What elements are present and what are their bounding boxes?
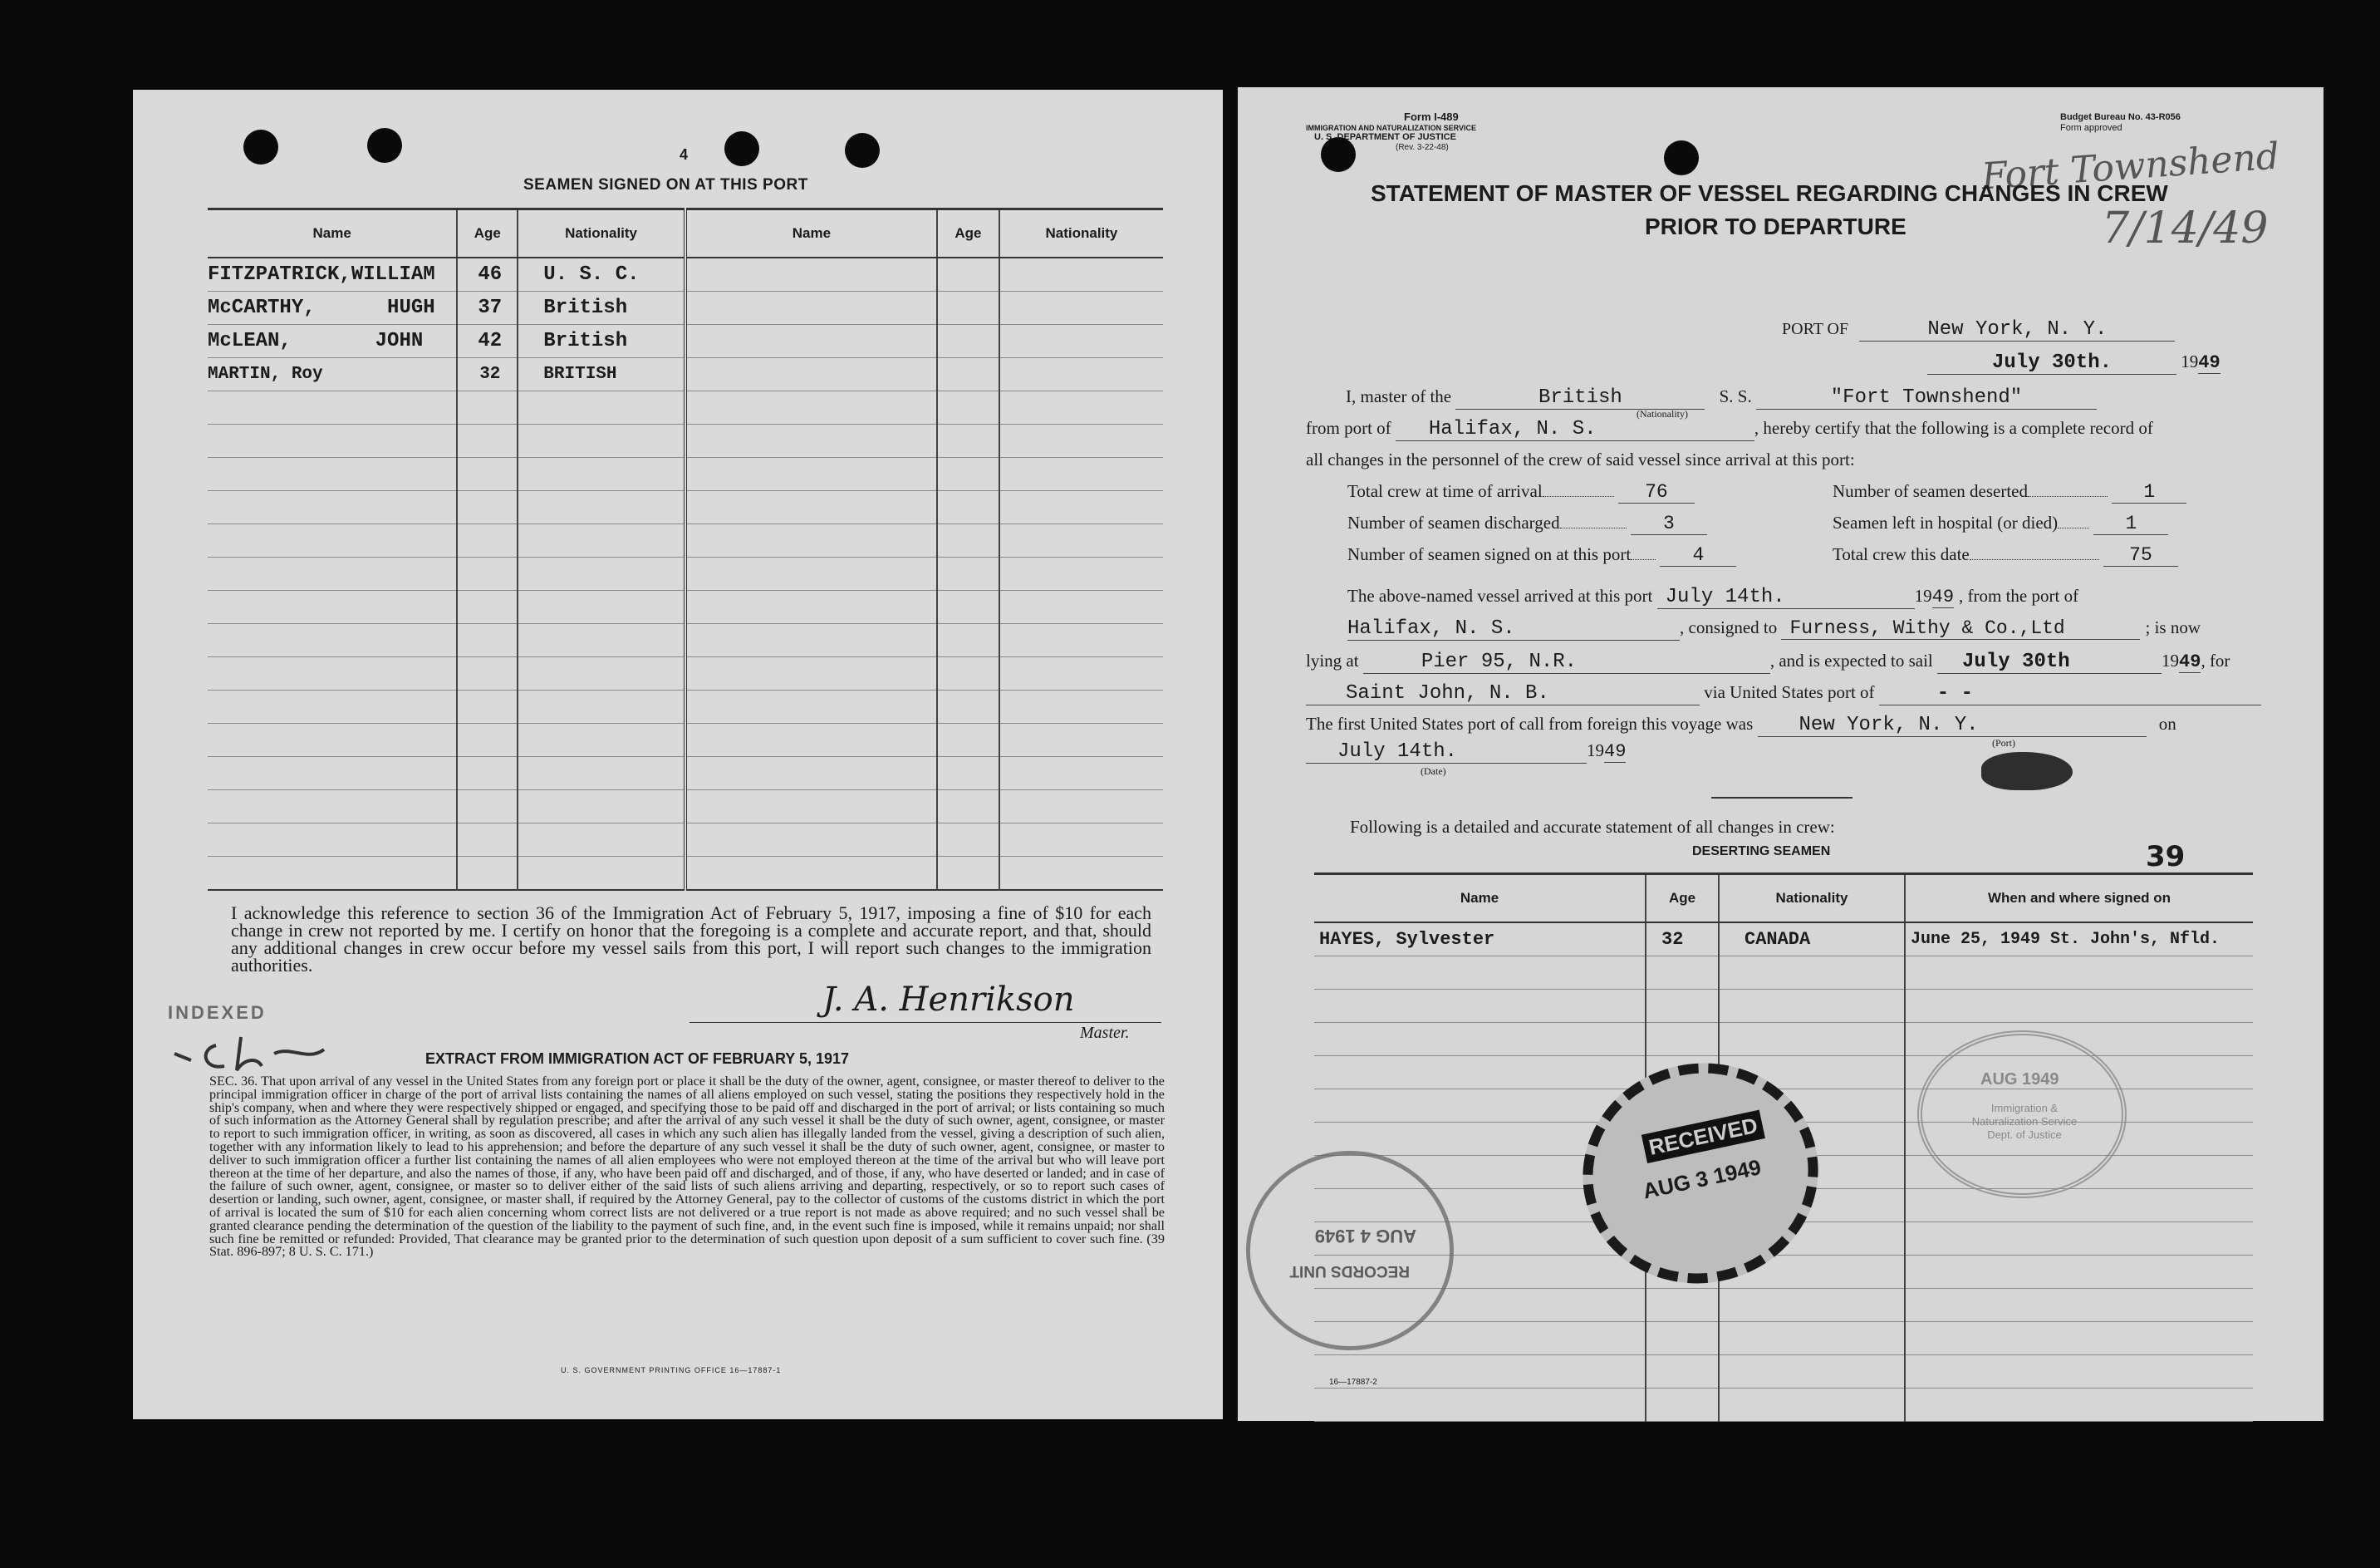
master-of-label: I, master of the (1346, 386, 1452, 406)
table-row (1314, 1322, 2253, 1355)
on-label: on (2158, 714, 2176, 734)
arrived-label: The above-named vessel arrived at this port (1347, 586, 1653, 606)
port-of-label: PORT OF (1782, 320, 1849, 338)
table-row (1314, 1023, 2253, 1056)
printing-office-footer: U. S. GOVERNMENT PRINTING OFFICE 16—17887-1 (561, 1366, 782, 1374)
count-value: 3 (1662, 513, 1675, 534)
deserter-signed-on: June 25, 1949 St. John's, Nfld. (1905, 922, 2253, 956)
year-value: 49 (2198, 352, 2221, 373)
count-label: Number of seamen deserted (1833, 481, 2028, 501)
date-row (1927, 351, 2221, 375)
expected-value: July 30th (1962, 651, 2070, 673)
signature-line (689, 1022, 1161, 1023)
count-label: Total crew at time of arrival (1347, 481, 1543, 501)
punch-hole (243, 130, 278, 165)
right-page (1238, 87, 2324, 1421)
column-header: Name (685, 209, 937, 258)
section-title: SEAMEN SIGNED ON AT THIS PORT (523, 176, 808, 194)
port-of-row (1782, 318, 2175, 342)
table-row (1314, 956, 2253, 990)
table-row (208, 391, 1163, 425)
table-row (208, 591, 1163, 624)
seaman-nationality: British (518, 292, 685, 325)
date-caption: (Date) (1421, 765, 1446, 777)
table-row (1314, 1289, 2253, 1322)
count-label: Number of seamen discharged (1347, 513, 1560, 533)
seaman-name: McCARTHY, HUGH (208, 292, 457, 325)
first-port-date: July 14th. (1337, 740, 1458, 763)
consigned-to-label: , consigned to (1680, 617, 1778, 637)
count-row (1347, 544, 1736, 567)
arrived-row (1347, 586, 2078, 609)
table-row (208, 425, 1163, 458)
table-row (208, 790, 1163, 823)
is-now-label: ; is now (2145, 617, 2201, 637)
table-row (208, 724, 1163, 757)
count-row (1347, 481, 1695, 504)
table-row (208, 558, 1163, 591)
via-value: - - (1936, 682, 1974, 705)
seaman-age: 46 (457, 258, 518, 292)
column-header: Name (1314, 874, 1646, 923)
table-row (208, 258, 1163, 292)
table-row (208, 624, 1163, 657)
arrived-value: July 14th. (1665, 586, 1785, 608)
punch-hole (1321, 137, 1356, 172)
table-row (208, 458, 1163, 491)
extract-text: SEC. 36. That upon arrival of any vessel in the United States from any foreign port or place it shall be the duty of the owner, agent, consignee, or master thereof to deliver to the principal immigration officer in charge of the port of arrival lists containing the names of all aliens employed on such vessel, stating the positions they respectively hold in the ship's company, when and where they were respectively shipped or engaged, and specifying those to be paid off and discharged in the port of arrival; or lists containing so much of such information as the Attorney General shall by regulation prescribe; and after the arrival of any such vessel it shall be the duty of such owner, agent, consignee, or master to report to such immigration officer, in writing, as soon as discovered, all cases in which any such alien has illegally landed from the vessel, giving a description of such alien, together with any information likely to lead to his apprehension; and before the departure of any such vessel it shall be the duty of such owner, agent, consignee, or master to deliver to such immigration officer a further list containing the names of all alien employees who were not employed thereon at the time of the arrival but who will leave port thereon at the time of her departure, and also the names of those, if any, who have been paid off and discharged, and of those, if any, who have deserted or landed; and in case of the failure of such owner, agent, consignee, or master so to deliver either of the said lists of such aliens arriving and departing, respectively, or so to report such cases of desertion or landing, such owner, agent, consignee, or master shall, if required by the Attorney General, pay to the collector of customs of the customs district in which the port of arrival is located the sum of $10 for each alien concerning whom correct lists are not delivered or a true report is not made as above required; and no such vessel shall be granted clearance pending the determination of the question of the liability to the payment of such fine, and, in the event such fine is imposed, while it remains unpaid; nor shall such fine be remitted or refunded: Provided, That clearance may be granted prior to the determination of such question upon deposit of a sum sufficient to cover such fine. (39 Stat. 896-897; 8 U. S. C. 171.) (209, 1074, 1165, 1260)
for-label: , for (2201, 651, 2230, 671)
punch-hole (1664, 140, 1699, 175)
deserter-age: 32 (1646, 922, 1719, 956)
certify-text-2: all changes in the personnel of the crew of said vessel since arrival at this port: (1306, 450, 1855, 469)
nationality-caption: (Nationality) (1637, 408, 1688, 420)
destination-value: Saint John, N. B. (1346, 682, 1549, 705)
seaman-nationality: U. S. C. (518, 258, 685, 292)
column-header: Age (1646, 874, 1719, 923)
expected-year: 49 (2179, 651, 2201, 672)
first-port-row (1306, 714, 2176, 737)
agency-line-1: IMMIGRATION AND NATURALIZATION SERVICE (1306, 124, 1476, 132)
stamp-records-date: AUG 4 1949 (1314, 1226, 1416, 1246)
port-of-value: New York, N. Y. (1927, 318, 2108, 341)
handwritten-date: 7/14/49 (2102, 204, 2269, 253)
year-prefix: 19 (2181, 351, 2199, 371)
table-row (208, 292, 1163, 325)
year-prefix: 19 (2162, 651, 2180, 671)
left-page (133, 90, 1223, 1419)
count-value: 1 (2125, 513, 2137, 534)
footer-code: 16—17887-2 (1329, 1378, 1377, 1387)
deserter-name: HAYES, Sylvester (1314, 922, 1646, 956)
port-caption: (Port) (1992, 737, 2015, 749)
seaman-nationality: British (518, 325, 685, 358)
table-row (208, 823, 1163, 857)
certify-text: , hereby certify that the following is a complete record of (1754, 418, 2153, 438)
punch-hole (724, 131, 759, 166)
year-prefix: 19 (1587, 740, 1604, 760)
stamp-received-text: RECEIVED (1641, 1110, 1765, 1163)
form-title-line-2: PRIOR TO DEPARTURE (1645, 214, 1906, 239)
stamp-received-date: AUG 3 1949 (1640, 1154, 1764, 1204)
seaman-nationality: BRITISH (518, 358, 685, 391)
form-title-line-1: STATEMENT OF MASTER OF VESSEL REGARDING CHANGES IN CREW (1371, 180, 2168, 206)
count-value: 75 (2129, 544, 2152, 566)
master-label: Master. (1080, 1024, 1130, 1042)
stamp-ins-date: AUG 1949 (1980, 1070, 2059, 1089)
ins-stamp (1917, 1030, 2127, 1198)
count-label: Total crew this date (1833, 544, 1970, 564)
table-row (1314, 922, 2253, 956)
seaman-age: 32 (457, 358, 518, 391)
deserter-nationality: CANADA (1719, 922, 1905, 956)
deserting-title: DESERTING SEAMEN (1692, 844, 1831, 858)
column-header: Age (457, 209, 518, 258)
consigned-to-value: Furness, Withy & Co.,Ltd (1789, 617, 2065, 639)
column-header: Nationality (999, 209, 1163, 258)
lying-at-label: lying at (1306, 651, 1359, 671)
table-row (208, 491, 1163, 524)
seaman-name: MARTIN, Roy (208, 358, 457, 391)
table-row (1314, 1389, 2253, 1422)
column-header: When and where signed on (1905, 874, 2253, 923)
count-row-right (1833, 513, 2168, 535)
arrived-from-value: Halifax, N. S. (1347, 617, 1515, 640)
form-number: Form I-489 (1404, 111, 1459, 123)
punch-hole (367, 128, 402, 163)
acknowledgment-text: I acknowledge this reference to section 36 of the Immigration Act of February 5, 1917, imposing a fine of $10 for each change in crew not reported by me. I certify on honor that the foregoing is a complete and accurate report, and that, should any additional changes in crew occur before my vessel sails from this port, I will report such changes to the immigration authorities. (231, 902, 1151, 976)
seaman-age: 37 (457, 292, 518, 325)
indexed-stamp: INDEXED (168, 1002, 267, 1023)
via-label: via United States port of (1704, 682, 1875, 702)
page-number: 4 (680, 146, 689, 163)
form-approved: Form approved (2060, 123, 2122, 133)
column-header: Nationality (518, 209, 685, 258)
destination-row (1306, 682, 2261, 705)
handwritten-ship-name: Fort Townshend (1980, 135, 2281, 199)
budget-bureau: Budget Bureau No. 43-R056 (2060, 112, 2181, 122)
agency-line-2: U. S. DEPARTMENT OF JUSTICE (1314, 132, 1456, 142)
stamp-ins-text: Immigration & Naturalization Service Dept. of Justice (1971, 1102, 2078, 1141)
from-the-port-of: , from the port of (1959, 586, 2079, 606)
table-header-row (1314, 874, 2253, 923)
count-value: 4 (1692, 544, 1705, 566)
count-label: Seamen left in hospital (or died) (1833, 513, 2059, 533)
count-label: Number of seamen signed on at this port (1347, 544, 1632, 564)
table-row (208, 857, 1163, 891)
revision-date: (Rev. 3-22-48) (1396, 143, 1449, 152)
table-row (208, 691, 1163, 724)
count-row (1347, 513, 1707, 535)
ship-name-value: "Fort Townshend" (1830, 386, 2023, 409)
lying-at-value: Pier 95, N.R. (1421, 651, 1578, 673)
expected-label: , and is expected to sail (1769, 651, 1933, 671)
count-row-right (1833, 481, 2186, 504)
master-of-row (1346, 386, 2097, 410)
stamp-records-text: RECORDS UNIT (1289, 1262, 1410, 1280)
count-row-right (1833, 544, 2178, 567)
count-value: 76 (1645, 481, 1668, 503)
table-row (1314, 1355, 2253, 1389)
records-unit-stamp (1246, 1151, 1454, 1350)
table-header-row (208, 209, 1163, 258)
first-port-date-row (1306, 740, 1626, 764)
punch-hole (845, 133, 880, 168)
ss-label: S. S. (1719, 386, 1752, 406)
seaman-name: McLEAN, JOHN (208, 325, 457, 358)
seaman-name: FITZPATRICK,WILLIAM (208, 258, 457, 292)
master-signature: J. A. Henrikson (822, 981, 1075, 1019)
first-port-label: The first United States port of call from foreign this voyage was (1306, 714, 1754, 734)
table-row (208, 757, 1163, 790)
from-port-value: Halifax, N. S. (1428, 418, 1597, 440)
column-header: Age (937, 209, 999, 258)
column-header: Nationality (1719, 874, 1905, 923)
count-value: 1 (2143, 481, 2156, 503)
ink-blot (1981, 752, 2073, 790)
seaman-age: 42 (457, 325, 518, 358)
date-value: July 30th. (1991, 351, 2113, 374)
table-row (208, 657, 1163, 691)
arrived-from-row (1347, 617, 2201, 641)
first-port-year: 49 (1604, 741, 1627, 762)
arrived-year: 49 (1931, 587, 1955, 607)
table-row (1314, 1256, 2253, 1289)
lying-at-row (1306, 651, 2230, 674)
section-divider (1711, 797, 1852, 799)
page-count: 39 (2146, 840, 2186, 873)
year-prefix: 19 (1914, 586, 1932, 606)
from-port-row (1306, 418, 2153, 441)
from-port-label: from port of (1306, 418, 1391, 438)
first-port-value: New York, N. Y. (1798, 714, 1979, 736)
table-row (1314, 990, 2253, 1023)
table-row (208, 358, 1163, 391)
column-header: Name (208, 209, 457, 258)
seamen-signed-on-table (208, 208, 1163, 891)
table-row (208, 325, 1163, 358)
following-label: Following is a detailed and accurate statement of all changes in crew: (1350, 817, 1835, 837)
extract-title: EXTRACT FROM IMMIGRATION ACT OF FEBRUARY 5, 1917 (425, 1050, 850, 1067)
nationality-value: British (1538, 386, 1622, 409)
table-row (208, 524, 1163, 558)
